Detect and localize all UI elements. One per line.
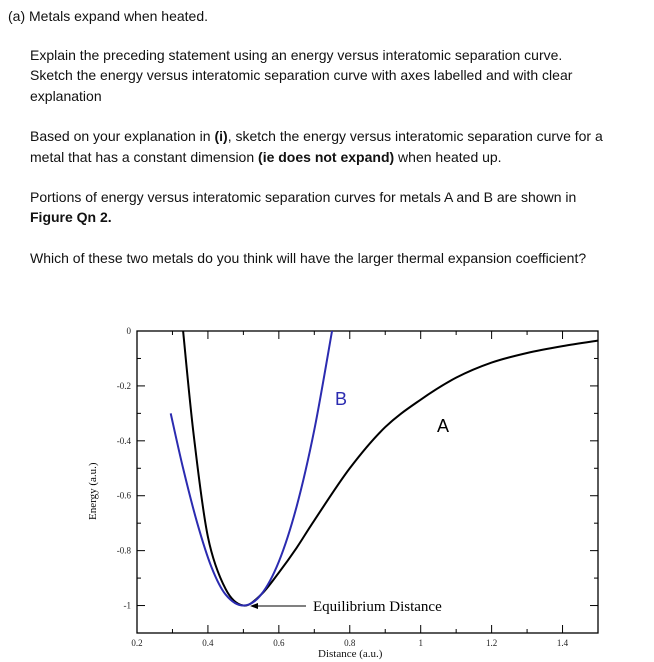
x-axis-label: Distance (a.u.) (318, 648, 383, 660)
text: Based on your explanation in (30, 128, 215, 144)
curve-b (171, 331, 332, 606)
y-axis-label: Energy (a.u.) (87, 462, 99, 520)
x-tick-label: 0.6 (273, 638, 285, 648)
bold-ref: (i) (214, 128, 228, 144)
label-a: A (437, 416, 450, 436)
paragraph-3-line-1: Portions of energy versus interatomic separation curves for metals A and B are shown in (30, 189, 577, 205)
text: when heated up. (394, 149, 502, 165)
x-tick-label: 0.4 (202, 638, 214, 648)
y-tick-label: 0 (126, 326, 131, 336)
paragraph-1-line-3: explanation (30, 88, 102, 104)
x-tick-label: 1.2 (485, 638, 498, 648)
x-tick-label: 1.4 (556, 638, 569, 648)
y-tick-label: -0.2 (116, 380, 131, 391)
figure-ref: Figure Qn 2. (30, 209, 112, 225)
plot-frame (137, 331, 598, 633)
text: , sketch the energy versus interatomic separation curve for a (227, 128, 603, 144)
bold-emphasis: (ie does not expand) (258, 149, 395, 165)
question-heading: (a) Metals expand when heated. (8, 8, 209, 24)
paragraph-1-line-2: Sketch the energy versus interatomic separation curve with axes labelled and with clear (30, 67, 573, 83)
y-tick-label: -0.4 (116, 435, 131, 446)
y-tick-label: -0.8 (116, 545, 131, 556)
x-tick-label: 1 (418, 638, 423, 648)
y-tick-label: -1 (123, 600, 131, 611)
text: metal that has a constant dimension (30, 149, 259, 165)
annotation-equilibrium: Equilibrium Distance (313, 599, 442, 615)
label-b: B (335, 389, 348, 409)
x-tick-label: 0.8 (344, 638, 356, 648)
curve-a (183, 331, 598, 606)
paragraph-4: Which of these two metals do you think will have the larger thermal expansion coefficient? (30, 250, 587, 266)
y-tick-label: -0.6 (116, 490, 131, 501)
x-tick-label: 0.2 (131, 638, 143, 648)
paragraph-1-line-1: Explain the preceding statement using an energy versus interatomic separation curve. (30, 47, 563, 63)
